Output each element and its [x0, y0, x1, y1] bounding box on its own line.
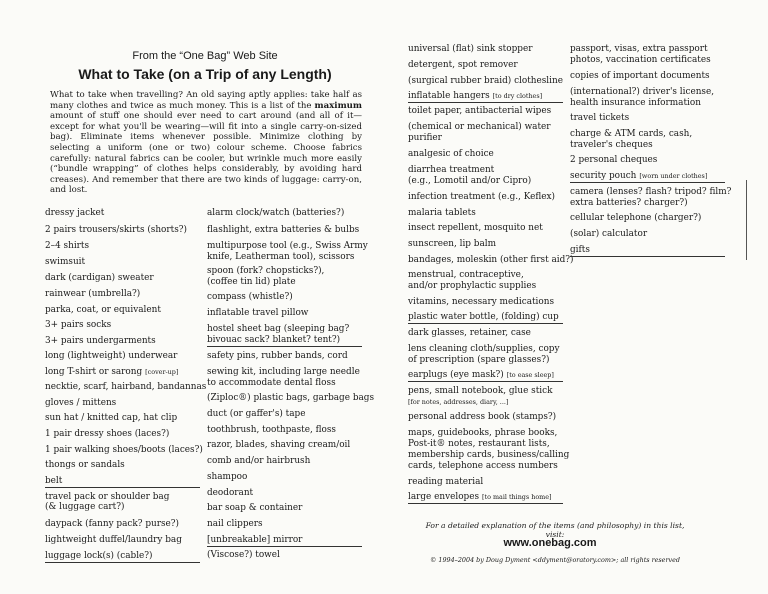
- list-item: [45, 502, 200, 513]
- page-title: What to Take (on a Trip of any Length): [78, 66, 332, 82]
- list-item-text: analgesic of choice: [408, 149, 494, 159]
- list-item: [570, 98, 725, 109]
- list-item: [45, 398, 200, 409]
- list-item-text: pens, small notebook, glue stick: [408, 386, 553, 396]
- list-item-text: large envelopes: [408, 492, 480, 502]
- list-item: [45, 429, 200, 440]
- list-item: [408, 461, 563, 472]
- copyright-notice: © 1994–2004 by Doug Dyment <ddyment@oratory.com>; all rights reserved: [429, 556, 681, 564]
- list-item-text: 1 pair walking shoes/boots (laces?): [45, 445, 203, 455]
- list-item-text: inflatable travel pillow: [207, 308, 309, 318]
- list-item-text: comb and/or hairbrush: [207, 456, 311, 466]
- list-item: [207, 225, 362, 236]
- list-item-text: dark glasses, retainer, case: [408, 328, 531, 338]
- list-item-text: dark (cardigan) sweater: [45, 273, 154, 283]
- list-item-text: lens cleaning cloth/supplies, copy: [408, 344, 560, 354]
- list-item-text: malaria tablets: [408, 208, 476, 218]
- list-item-text: deodorant: [207, 488, 254, 498]
- list-item: [45, 492, 200, 503]
- list-item-text: rainwear (umbrella?): [45, 289, 141, 299]
- list-item: [408, 297, 563, 308]
- list-item: [45, 476, 200, 488]
- list-item: [207, 335, 362, 347]
- list-item: [570, 113, 725, 124]
- list-item-text: maps, guidebooks, phrase books,: [408, 428, 558, 438]
- list-item-text: menstrual, contraceptive,: [408, 270, 524, 280]
- list-item-text: gloves / mittens: [45, 398, 117, 408]
- list-item-text: passport, visas, extra passport: [570, 44, 708, 54]
- list-item: [207, 472, 362, 483]
- list-item: [45, 382, 207, 393]
- list-item: [570, 71, 725, 82]
- list-item: [45, 241, 200, 252]
- list-item: [207, 241, 368, 252]
- list-item-text: 2 personal cheques: [570, 155, 658, 165]
- list-item-text: universal (flat) sink stopper: [408, 44, 533, 54]
- list-item: [408, 312, 563, 324]
- list-item: [45, 413, 200, 424]
- list-item-text: copies of important documents: [570, 71, 710, 81]
- list-item-text: insect repellent, mosquito net: [408, 223, 543, 233]
- list-item: [207, 409, 362, 420]
- intro-text-after: amount of stuff one should ever need to cart around (and all of it—except for what you'll be wearing—will fit into a single carry-on-sized bag). Eliminate items whenever possible. Minimize clothing by selecting a uniform (one or two) colour scheme. Choose fabrics carefully: natural fabrics can be cooler, but wrinkle much more easily (“bundle wrapping” of clothes helps considerably, by avoiding hard creases). And remember that there are two kinds of luggage: carry-on, and lost.: [50, 111, 362, 196]
- list-item-text: camera (lenses? flash? tripod? film?: [570, 187, 732, 197]
- list-item-text: compass (whistle?): [207, 292, 293, 302]
- list-item: [408, 149, 563, 160]
- list-item: [408, 76, 563, 87]
- list-item: [207, 488, 362, 499]
- list-item-text: personal address book (stamps?): [408, 412, 557, 422]
- list-item-text: hostel sheet bag (sleeping bag?: [207, 324, 350, 334]
- list-item-text: charge & ATM cards, cash,: [570, 129, 693, 139]
- list-item: [570, 229, 725, 240]
- list-item: [45, 305, 200, 316]
- list-item-text: 3+ pairs undergarments: [45, 336, 156, 346]
- list-item: [408, 239, 563, 250]
- list-item-text: bar soap & container: [207, 503, 303, 513]
- list-item: [45, 535, 200, 546]
- list-item: [408, 106, 563, 117]
- list-item-text: necktie, scarf, hairband, bandannas: [45, 382, 207, 392]
- list-item-text: plastic water bottle, (folding) cup: [408, 312, 559, 322]
- list-item: [408, 477, 563, 488]
- list-item-text: Post-it® notes, restaurant lists,: [408, 439, 550, 449]
- list-item-text: (& luggage cart?): [45, 502, 125, 512]
- list-item: [408, 328, 563, 339]
- list-item: [408, 281, 563, 292]
- list-item-text: (Viscose?) towel: [207, 550, 280, 560]
- list-item-text: infection treatment (e.g., Keflex): [408, 192, 556, 202]
- list-item: [207, 503, 362, 514]
- list-item: [207, 535, 362, 547]
- list-item: [408, 344, 563, 355]
- list-item: [570, 187, 732, 198]
- list-item-text: bandages, moleskin (other first aid?): [408, 255, 574, 265]
- list-item: [408, 122, 563, 133]
- list-item-text: photos, vaccination certificates: [570, 55, 711, 65]
- footer-note: For a detailed explanation of the items (and philosophy) in this list, visit:: [425, 521, 685, 539]
- list-item-note: [cover-up]: [145, 368, 179, 376]
- list-item: [207, 324, 362, 335]
- list-item: [207, 308, 362, 319]
- list-item-text: reading material: [408, 477, 484, 487]
- list-item: [570, 140, 725, 151]
- list-item: [408, 270, 563, 281]
- list-item: [570, 213, 725, 224]
- list-item: [45, 273, 200, 284]
- list-item-text: 3+ pairs socks: [45, 320, 112, 330]
- list-item-text: membership cards, business/calling: [408, 450, 570, 460]
- list-item-text: parka, coat, or equivalent: [45, 305, 161, 315]
- list-item-text: dressy jacket: [45, 208, 105, 218]
- list-item: [207, 266, 362, 277]
- list-item: [207, 440, 362, 451]
- list-item-text: alarm clock/watch (batteries?): [207, 208, 345, 218]
- list-item-text: 2–4 shirts: [45, 241, 90, 251]
- list-item: [207, 252, 362, 263]
- list-item: [570, 129, 725, 140]
- list-item-text: thongs or sandals: [45, 460, 125, 470]
- intro-paragraph: [50, 90, 362, 196]
- list-item-text: sun hat / knitted cap, hat clip: [45, 413, 178, 423]
- list-item-text: duct (or gaffer's) tape: [207, 409, 306, 419]
- list-item-text: (surgical rubber braid) clothesline: [408, 76, 563, 86]
- list-item-text: of prescription (spare glasses?): [408, 355, 550, 365]
- list-item: [45, 460, 200, 471]
- list-item: [45, 519, 200, 530]
- list-item: [45, 208, 200, 219]
- list-item: [408, 223, 563, 234]
- list-item: [45, 225, 200, 236]
- list-item-text: long T-shirt or sarong: [45, 367, 143, 377]
- list-item: [570, 171, 725, 183]
- list-item: [207, 425, 362, 436]
- list-item-text: and/or prophylactic supplies: [408, 281, 537, 291]
- list-item-note: [to dry clothes]: [492, 92, 543, 100]
- list-item: [570, 87, 725, 98]
- list-item-text: swimsuit: [45, 257, 86, 267]
- list-item: [45, 320, 200, 331]
- list-item: [45, 551, 200, 563]
- list-item: [570, 155, 725, 166]
- list-item: [45, 445, 203, 456]
- list-item-text: multipurpose tool (e.g., Swiss Army: [207, 241, 368, 251]
- list-item: [408, 397, 563, 408]
- list-item: [207, 292, 362, 303]
- list-item-text: nail clippers: [207, 519, 263, 529]
- list-item: [408, 165, 563, 176]
- list-item-text: (coffee tin lid) plate: [207, 277, 296, 287]
- list-item-text: extra batteries? charger?): [570, 198, 688, 208]
- list-item: [45, 351, 200, 362]
- list-item-text: razor, blades, shaving cream/oil: [207, 440, 351, 450]
- list-item-text: sewing kit, including large needle: [207, 367, 360, 377]
- list-item: [408, 91, 563, 103]
- list-item: [207, 378, 362, 389]
- list-item-text: cards, telephone access numbers: [408, 461, 558, 471]
- list-item-text: safety pins, rubber bands, cord: [207, 351, 348, 361]
- list-item: [408, 412, 563, 423]
- website-url[interactable]: www.onebag.com: [503, 537, 597, 549]
- list-item: [45, 257, 200, 268]
- list-item-note: [to ease sleep]: [506, 371, 554, 379]
- list-item-text: [for notes, addresses, diary, ...]: [408, 398, 509, 406]
- list-item: [408, 450, 570, 461]
- list-item: [207, 393, 375, 404]
- list-item-text: inflatable hangers: [408, 91, 490, 101]
- list-item-text: sunscreen, lip balm: [408, 239, 497, 249]
- margin-mark: [746, 180, 747, 260]
- list-item-text: (solar) calculator: [570, 229, 648, 239]
- list-item-text: luggage lock(s) (cable?): [45, 551, 153, 561]
- list-item-note: [worn under clothes]: [639, 172, 708, 180]
- list-item-text: vitamins, necessary medications: [408, 297, 555, 307]
- list-item: [408, 44, 563, 55]
- intro-text-bold: maximum: [314, 100, 362, 111]
- list-item: [45, 289, 200, 300]
- list-item: [570, 44, 725, 55]
- list-item-text: long (lightweight) underwear: [45, 351, 178, 361]
- list-item-text: detergent, spot remover: [408, 60, 518, 70]
- list-item-text: belt: [45, 476, 63, 486]
- list-item: [408, 133, 563, 144]
- list-item: [207, 277, 362, 288]
- list-item: [207, 456, 362, 467]
- list-item: [570, 245, 725, 257]
- list-item-text: (international?) driver's license,: [570, 87, 715, 97]
- list-item: [207, 351, 362, 362]
- list-item-text: 1 pair dressy shoes (laces?): [45, 429, 170, 439]
- list-item-text: travel pack or shoulder bag: [45, 492, 170, 502]
- list-item-text: 2 pairs trousers/skirts (shorts?): [45, 225, 187, 235]
- list-item: [207, 208, 362, 219]
- list-item-text: shampoo: [207, 472, 248, 482]
- list-item: [408, 255, 574, 266]
- list-item-text: (Ziploc®) plastic bags, garbage bags: [207, 393, 375, 403]
- list-item: [408, 386, 563, 397]
- list-item-text: knife, Leatherman tool), scissors: [207, 252, 355, 262]
- list-item-text: travel tickets: [570, 113, 630, 123]
- list-item-text: cellular telephone (charger?): [570, 213, 702, 223]
- list-item: [570, 55, 725, 66]
- list-item: [408, 428, 563, 439]
- list-item-text: [unbreakable] mirror: [207, 535, 303, 545]
- list-item-note: [to mail things home]: [482, 493, 552, 501]
- list-item: [408, 492, 563, 504]
- list-item: [207, 550, 362, 561]
- list-item: [207, 367, 362, 378]
- list-item: [207, 519, 362, 530]
- list-item: [570, 198, 725, 209]
- list-item: [408, 208, 563, 219]
- list-item-text: traveler's cheques: [570, 140, 653, 150]
- list-item-text: (e.g., Lomotil and/or Cipro): [408, 176, 532, 186]
- list-item-text: spoon (fork? chopsticks?),: [207, 266, 325, 276]
- list-item-text: (chemical or mechanical) water: [408, 122, 551, 132]
- list-item-text: earplugs (eye mask?): [408, 370, 504, 380]
- list-item: [408, 370, 563, 382]
- list-item-text: bivouac sack? blanket? tent?): [207, 335, 341, 345]
- list-item-text: lightweight duffel/laundry bag: [45, 535, 182, 545]
- list-item-text: health insurance information: [570, 98, 701, 108]
- list-item: [408, 176, 563, 187]
- list-item-text: gifts: [570, 245, 590, 255]
- list-item: [408, 355, 563, 366]
- list-item-text: daypack (fanny pack? purse?): [45, 519, 180, 529]
- list-item: [45, 367, 200, 378]
- list-item: [408, 192, 563, 203]
- list-item-text: flashlight, extra batteries & bulbs: [207, 225, 360, 235]
- list-item: [408, 60, 563, 71]
- list-item-text: toilet paper, antibacterial wipes: [408, 106, 552, 116]
- list-item-text: toothbrush, toothpaste, floss: [207, 425, 336, 435]
- list-item-text: security pouch: [570, 171, 637, 181]
- list-item-text: purifier: [408, 133, 442, 143]
- list-item: [408, 439, 563, 450]
- intro-text-before: What to take when travelling? An old saying aptly applies: take half as many clothes and twice as much money. This is a list of the: [50, 90, 362, 111]
- list-item: [45, 336, 200, 347]
- site-label: From the “One Bag” Web Site: [132, 50, 278, 62]
- list-item-text: diarrhea treatment: [408, 165, 495, 175]
- list-item-text: to accommodate dental floss: [207, 378, 336, 388]
